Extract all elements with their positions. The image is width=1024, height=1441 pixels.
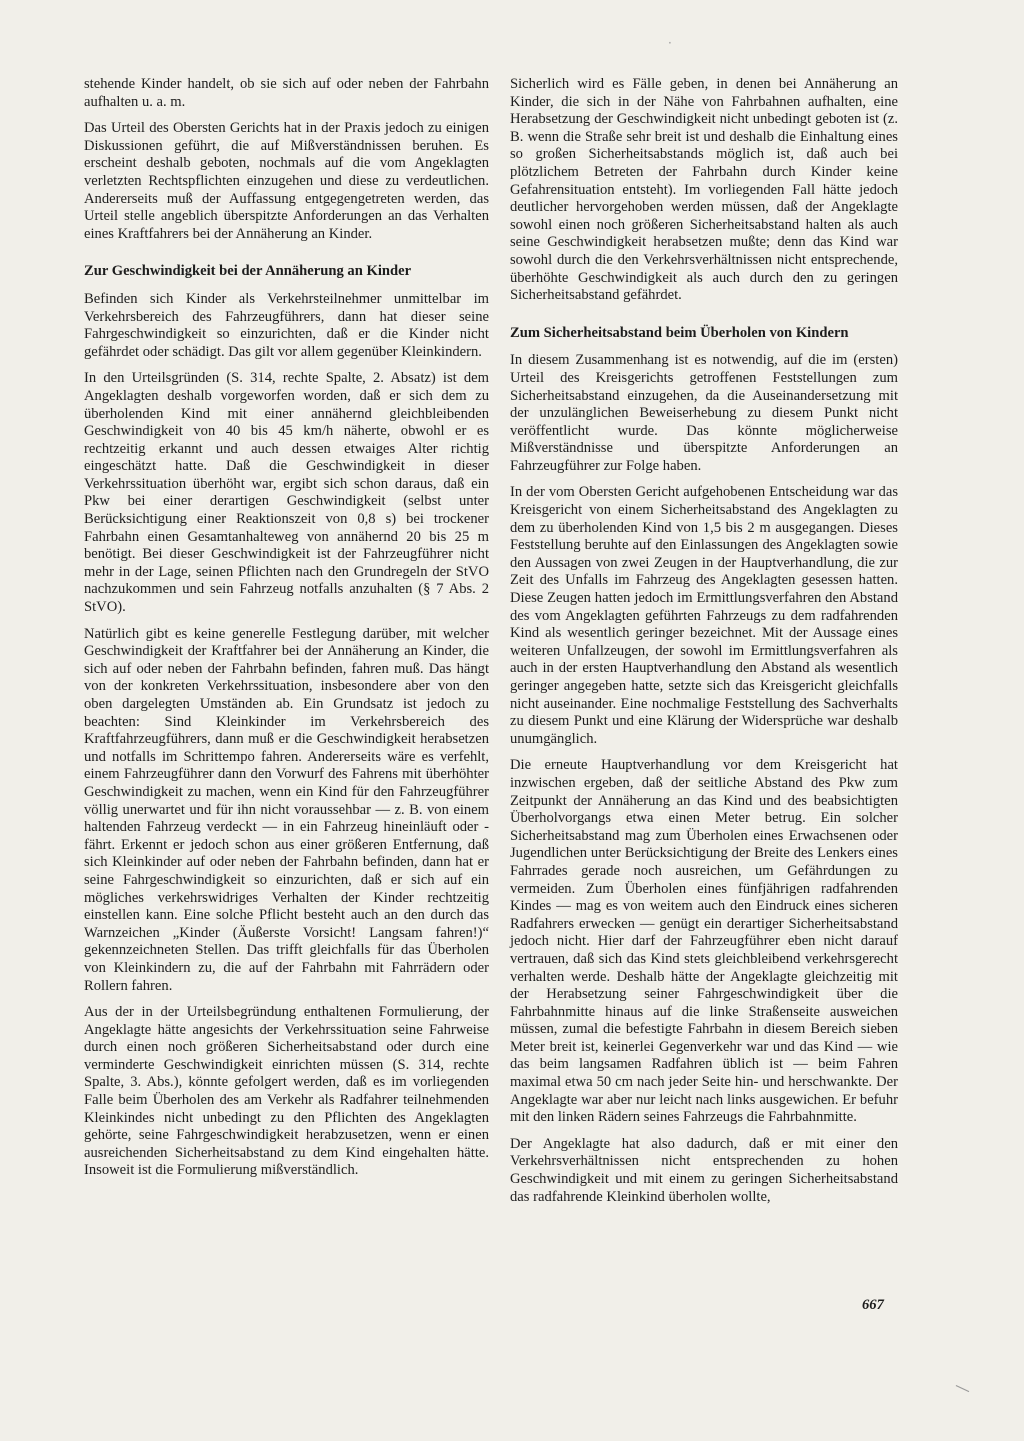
section-heading: Zur Geschwindigkeit bei der Annäherung an Kinder (84, 263, 412, 280)
right-column (510, 76, 898, 1215)
paragraph: Das Urteil des Obersten Gerichts hat in der Praxis jedoch zu einigen Diskussionen geführt, die auf Mißverständnissen beruhen. Es erscheint deshalb geboten, nochmals auf die vom Angeklagten verletzten Rechtspflichten einzugehen und diese zu verdeutlichen. Andererseits muß der Auffassung entgegengetreten werden, das Urteil stelle angeblich überspitzte Anforderungen an das Verhalten eines Kraftfahrers bei der Annäherung an Kinder. (84, 120, 489, 242)
paragraph: In den Urteilsgründen (S. 314, rechte Spalte, 2. Absatz) ist dem Angeklagten deshalb vorgeworfen worden, daß er sich dem zu überholenden Kind mit einer annähernd gleichbleibenden Geschwindigkeit von 40 bis 45 km/h näherte, obwohl er es rechtzeitig erkannt und auch dessen etwaiges Alter richtig eingeschätzt hatte. Daß die Geschwindigkeit in dieser Verkehrssituation überhöht war, ergibt sich schon daraus, daß ein Pkw bei einer derartigen Geschwindigkeit (selbst unter Berücksichtigung einer Reaktionszeit von 0,8 s) bei trockener Fahrbahn einen Gesamtanhalteweg von annähernd 20 bis 25 m benötigt. Bei dieser Geschwindigkeit ist der Fahrzeugführer nicht mehr in der Lage, seinen Pflichten nach den Grundregeln der StVO nachzukommen und sein Fahrzeug notfalls anzuhalten (§ 7 Abs. 2 StVO). (84, 370, 489, 616)
paragraph: Sicherlich wird es Fälle geben, in denen bei Annäherung an Kinder, die sich in der Nähe von Fahrbahnen aufhalten, eine Herabsetzung der Geschwindigkeit nicht unbedingt geboten ist (z. B. wenn die Straße sehr breit ist und deshalb die Einhaltung eines so großen Sicherheitsabstands möglich ist, daß auch bei plötzlichem Betreten der Fahrbahn durch Kinder keine Gefahrensituation entsteht). Im vorliegenden Fall hätte jedoch deutlicher hervorgehoben werden müssen, daß der Angeklagte sowohl einen noch größeren Sicherheitsabstand halten als auch seine Geschwindigkeit herabsetzen mußte; denn das Kind war sowohl durch die den Verkehrsverhältnissen nicht entsprechende, überhöhte Geschwindigkeit als auch durch den zu geringen Sicherheitsabstand gefährdet. (510, 76, 898, 304)
scan-mark: — (951, 1375, 975, 1400)
left-column (84, 76, 489, 1189)
paragraph: Befinden sich Kinder als Verkehrsteilnehmer unmittelbar im Verkehrsbereich des Fahrzeugführers, dann hat dieser seine Fahrgeschwindigkeit so einzurichten, daß er die Kinder nicht gefährdet oder schädigt. Das gilt vor allem gegenüber Kleinkindern. (84, 290, 489, 360)
paragraph: In der vom Obersten Gericht aufgehobenen Entscheidung war das Kreisgericht von einem Sicherheitsabstand des Angeklagten zu dem zu überholenden Kind von 1,5 bis 2 m ausgegangen. Dieses Feststellung beruhte auf den Einlassungen des Angeklagten sowie den Aussagen von zwei Zeugen in der Hauptverhandlung, die zur Zeit des Unfalls im Fahrzeug des Angeklagten gesessen hatten. Diese Zeugen hatten jedoch im Ermittlungsverfahren den Abstand des vom Angeklagten geführten Fahrzeugs zu dem radfahrenden Kind als wesentlich geringer bezeichnet. Mit der Aussage eines weiteren Unfallzeugen, der sowohl im Ermittlungsverfahren als auch in der ersten Hauptverhandlung den Abstand als wesentlich geringer angegeben hatte, setzte sich das Kreisgericht gleichfalls nicht auseinander. Eine nochmalige Feststellung des Sachverhalts zu diesem Punkt und eine Klärung der Widersprüche war deshalb unumgänglich. (510, 484, 898, 747)
paragraph: Aus der in der Urteilsbegründung enthaltenen Formulierung, der Angeklagte hätte angesichts der Verkehrssituation seine Fahrweise durch einen noch größeren Sicherheitsabstand oder durch eine verminderte Geschwindigkeit einrichten müssen (S. 314, rechte Spalte, 3. Abs.), könnte gefolgert werden, daß es im vorliegenden Falle beim Überholen des am Verkehr als Radfahrer teilnehmenden Kleinkindes nicht unbedingt zu den Pflichten des Angeklagten gehörte, seine Fahrgeschwindigkeit herabzusetzen, wenn er einen ausreichenden Sicherheitsabstand zu dem Kind eingehalten hätte. Insoweit ist die Formulierung mißverständlich. (84, 1004, 489, 1179)
paragraph: In diesem Zusammenhang ist es notwendig, auf die im (ersten) Urteil des Kreisgerichts getroffenen Feststellungen zum Sicherheitsabstand einzugehen, da die Auseinandersetzung mit der unzulänglichen Beweiserhebung zu diesem Punkt nicht veröffentlicht wurde. Das könnte möglicherweise Mißverständnisse und überspitzte Anforderungen an Fahrzeugführer zur Folge haben. (510, 352, 898, 474)
scan-speck: · (668, 36, 672, 50)
paragraph: stehende Kinder handelt, ob sie sich auf oder neben der Fahrbahn aufhalten u. a. m. (84, 76, 489, 110)
paragraph: Natürlich gibt es keine generelle Festlegung darüber, mit welcher Geschwindigkeit der Kraftfahrer bei der Annäherung an Kinder, die sich auf oder neben der Fahrbahn befinden, fahren muß. Das hängt von der konkreten Verkehrssituation, insbesondere aber von den oben dargelegten Umständen ab. Ein Grundsatz ist jedoch zu beachten: Sind Kleinkinder im Verkehrsbereich des Kraftfahrzeugführers, dann muß er die Geschwindigkeit herabsetzen und notfalls im Schrittempo fahren. Andererseits wäre es verfehlt, einem Fahrzeugführer dann den Vorwurf des Fahrens mit überhöhter Geschwindigkeit zu machen, wenn ein Kind für den Fahrzeugführer völlig unerwartet und für ihn nicht voraussehbar — z. B. von einem haltenden Fahrzeug verdeckt — in ein Fahrzeug hineinläuft oder -fährt. Erkennt er jedoch schon aus einer größeren Entfernung, daß sich Kleinkinder auf oder neben der Fahrbahn befinden, dann hat er seine Fahrgeschwindigkeit so einzurichten, daß er sich auf ein mögliches verkehrswidriges Verhalten der Kinder rechtzeitig einstellen kann. Eine solche Pflicht besteht auch an den durch das Warnzeichen „Kinder (Äußerste Vorsicht! Langsam fahren!)“ gekennzeichneten Stellen. Das trifft gleichfalls für das Überholen von Kleinkindern zu, die auf der Fahrbahn mit Fahrrädern oder Rollern fahren. (84, 625, 489, 994)
paragraph: Die erneute Hauptverhandlung vor dem Kreisgericht hat inzwischen ergeben, daß der seitliche Abstand des Pkw zum Zeitpunkt der Annäherung an das Kind und des beabsichtigten Überholvorgangs etwa einen Meter betrug. Ein solcher Sicherheitsabstand mag zum Überholen eines Erwachsenen oder Jugendlichen unter Berücksichtigung der Breite des Lenkers eines Fahrrades gerade noch ausreichen, um Gefährdungen zu vermeiden. Zum Überholen eines fünfjährigen radfahrenden Kindes — mag es von weitem auch den Eindruck eines sicheren Radfahrers erwecken — genügt ein derartiger Sicherheitsabstand jedoch nicht. Hier darf der Fahrzeugführer eben nicht darauf vertrauen, daß sich das Kind stets gleichbleibend verkehrsgerecht verhalten werde. Deshalb hätte der Angeklagte gleichzeitig mit der Herabsetzung seiner Fahrgeschwindigkeit über die Fahrbahnmitte hinaus auf die linke Straßenseite ausweichen müssen, zumal die befestigte Fahrbahn in diesem Bereich sieben Meter breit ist, keinerlei Gegenverkehr war und das Kind — wie das beim langsamen Radfahren üblich ist — beim Fahren maximal etwa 50 cm nach jeder Seite hin- und herschwankte. Der Angeklagte war aber nur leicht nach links ausgewichen. Er befuhr mit den linken Rädern seines Fahrzeugs die Fahrbahnmitte. (510, 757, 898, 1126)
page-number: 667 (862, 1297, 884, 1313)
paragraph: Der Angeklagte hat also dadurch, daß er mit einer den Verkehrsverhältnissen nicht entsprechenden zu hohen Geschwindigkeit und mit einem zu geringen Sicherheitsabstand das radfahrende Kleinkind überholen wollte, (510, 1135, 898, 1205)
section-heading: Zum Sicherheitsabstand beim Überholen von Kindern (510, 324, 849, 341)
